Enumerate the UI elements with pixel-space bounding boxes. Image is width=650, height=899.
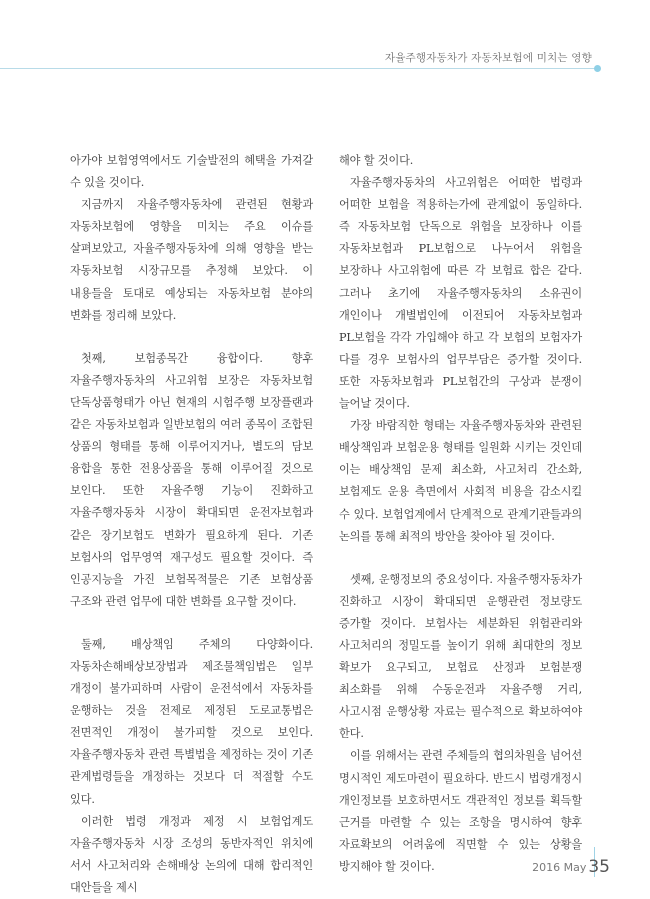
right-column	[339, 150, 582, 878]
paragraph: 가장 바람직한 형태는 자율주행자동차와 관련된 배상책임과 보험운용 형태를 일원화 시키는 것인데 이는 배상책임 문제 최소화, 사고처리 간소화, 보험제도 운용 측면에서 사회적 비용을 감소시킬 수 있다. 보험업계에서 단계적으로 관계기관들과의 논의를 통해 최적의 방안을 찾아야 될 것이다.	[339, 419, 582, 543]
header-dot	[594, 65, 601, 72]
left-column	[70, 150, 313, 899]
paragraph: 해야 할 것이다.	[339, 154, 414, 167]
page-number: 35	[588, 857, 610, 877]
issue-date: 2016 May	[532, 861, 587, 874]
paragraph: 첫째, 보험종목간 융합이다. 향후 자율주행자동차의 사고위험 보장은 자동차보험 단독상품형태가 아닌 현재의 시험주행 보장플랜과 같은 자동차보험과 일반보험의 여러 종목이 조합된 상품의 형태를 통해 이루어지거나, 별도의 담보 융합을 통한 전용상품을 통해 이루어질 것으로 보인다. 또한 자율주행 기능이 진화하고 자율주행자동차 시장이 확대되면 운전자보험과 같은 장기보험도 변화가 필요하게 된다. 기존 보험사의 업무영역 재구성도 필요할 것이다. 즉 인공지능을 가진 보험목적물은 기존 보험상품 구조와 관련 업무에 대한 변화를 요구할 것이다.	[70, 351, 313, 608]
running-header-title: 자율주행자동차가 자동차보험에 미치는 영향	[384, 52, 592, 64]
paragraph: 셋째, 운행정보의 중요성이다. 자율주행자동차가 진화하고 시장이 확대되면 운행관련 정보량도 증가할 것이다. 보험사는 세분화된 위험관리와 사고처리의 정밀도를 높이기 위해 최대한의 정보 확보가 요구되고, 보험료 산정과 보험분쟁 최소화를 위해 수동운전과 자율주행 거리, 사고시점 운행상황 자료는 필수적으로 확보하여야 한다.	[339, 572, 582, 741]
paragraph: 이를 위해서는 관련 주체들의 협의차원을 넘어선 명시적인 제도마련이 필요하다. 반드시 법령개정시 개인정보를 보호하면서도 객관적인 정보를 획득할 근거를 마련할 수 있는 조항을 명시하여 향후 자료확보의 어려움에 직면할 수 있는 상황을 방지해야 할 것이다.	[339, 749, 582, 873]
paragraph: 둘째, 배상책임 주체의 다양화이다. 자동차손해배상보장법과 제조물책임법은 일부 개정이 불가피하며 사람이 운전석에서 자동차를 운행하는 것을 전제로 제정된 도로교통법은 전면적인 개정이 불가피할 것으로 보인다. 자율주행자동차 관련 특별법을 제정하는 것이 기존 관계법령들을 개정하는 것보다 더 적절할 수도 있다.	[70, 637, 313, 806]
paragraph: 자율주행자동차의 사고위험은 어떠한 법령과 어떠한 보험을 적용하는가에 관계없이 동일하다. 즉 자동차보험 단독으로 위험을 보장하나 이를 자동차보험과 PL보험으로 나누어서 위험을 보장하나 사고위험에 따른 각 보험료 합은 같다. 그러나 초기에 자율주행자동차의 소유권이 개인이나 개별법인에 이전되어 자동차보험과 PL보험을 각각 가입해야 하고 각 보험의 보험자가 다를 경우 보험사의 업무부담은 증가할 것이다. 또한 자동차보험과 PL보험간의 구상과 분쟁이 늘어날 것이다.	[339, 176, 582, 411]
paragraph: 지금까지 자율주행자동차에 관련된 현황과 자동차보험에 영향을 미치는 주요 이슈를 살펴보았고, 자율주행자동차에 의해 영향을 받는 자동차보험 시장규모를 추정해 보았다. 이 내용들을 토대로 예상되는 자동차보험 분야의 변화를 정리해 보았다.	[70, 198, 313, 322]
page-footer	[532, 856, 610, 876]
paragraph: 아가야 보험영역에서도 기술발전의 혜택을 가져갈 수 있을 것이다.	[70, 154, 313, 190]
paragraph: 이러한 법령 개정과 제정 시 보험업계도 자율주행자동차 시장 조성의 동반자적인 위치에 서서 사고처리와 손해배상 논의에 대해 합리적인 대안들을 제시	[70, 814, 313, 894]
header-rule	[0, 68, 596, 69]
